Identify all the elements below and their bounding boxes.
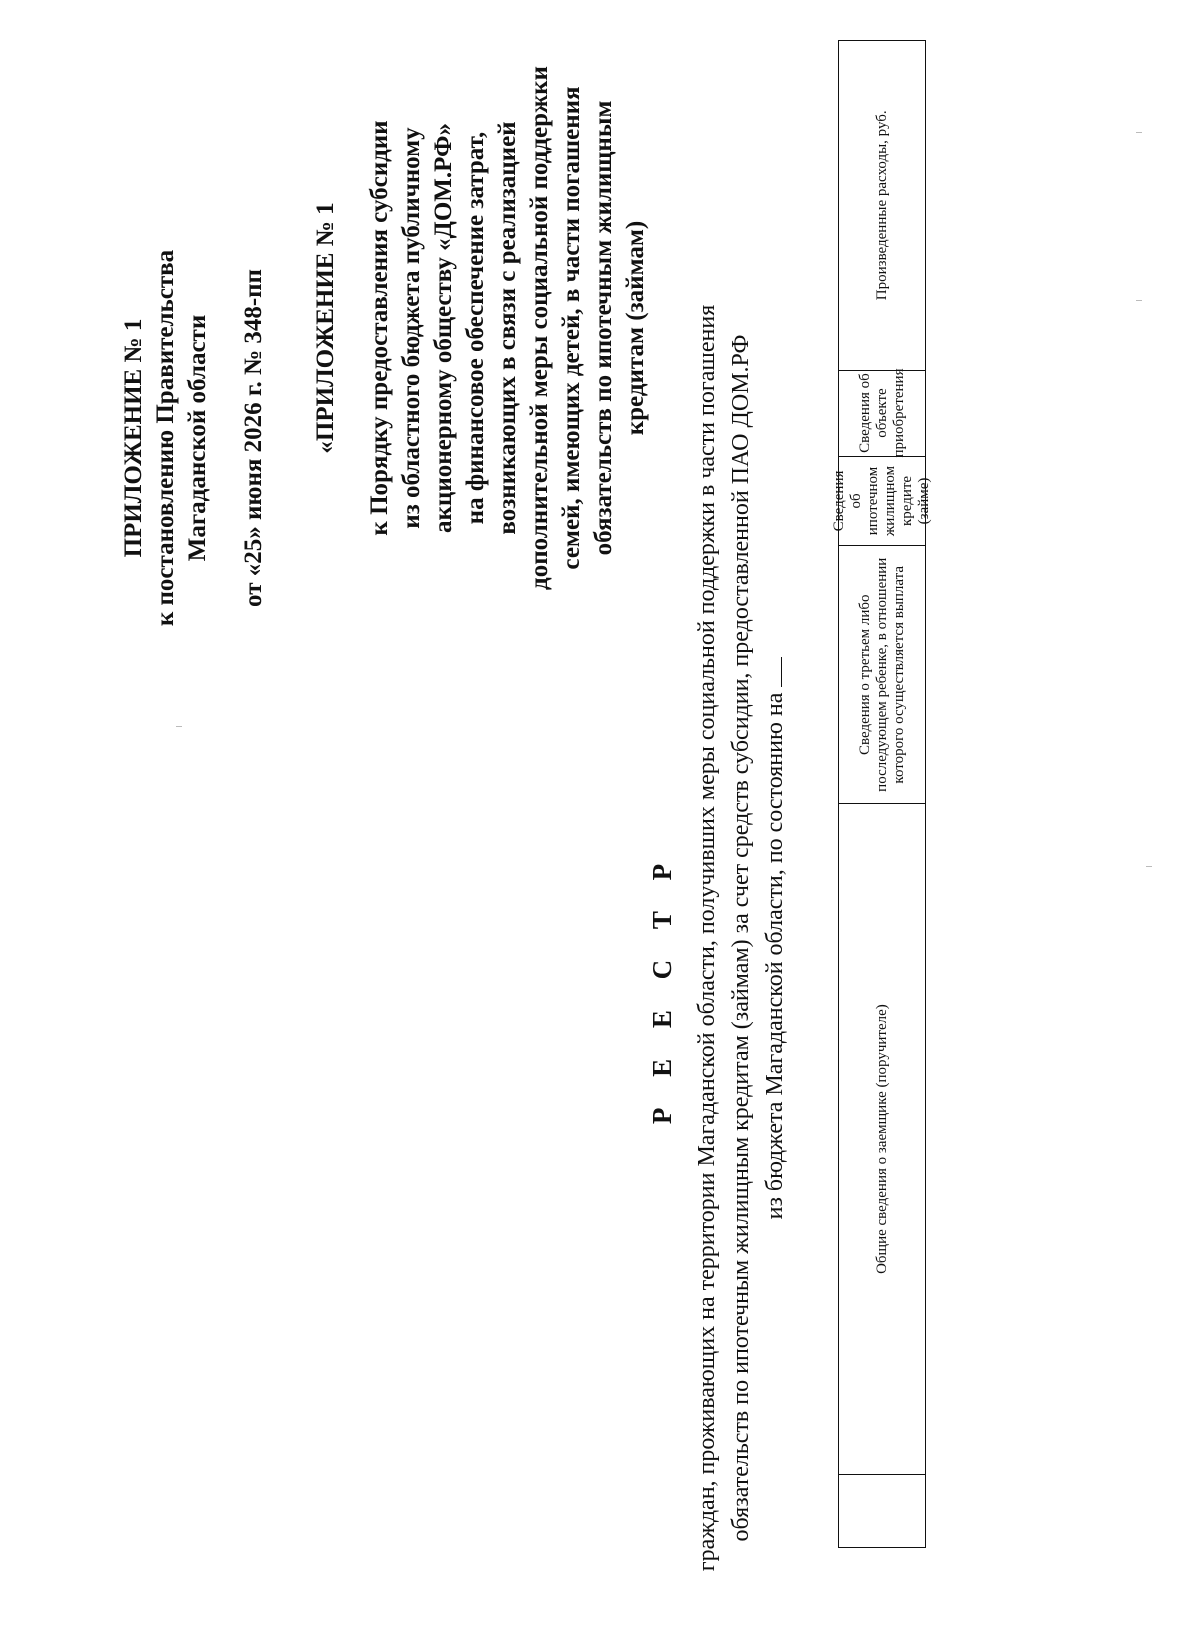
header-title: ПРИЛОЖЕНИЕ № 1 bbox=[120, 318, 147, 558]
header-line: Магаданской области bbox=[184, 314, 211, 562]
date-blank bbox=[759, 657, 782, 687]
registry-title: Р Е Е С Т Р bbox=[647, 851, 677, 1125]
appendix-line: из областного бюджета публичному bbox=[398, 127, 425, 529]
description-line: граждан, проживающих на территории Магаданской области, получивших меры социальной поддержки в части погашения bbox=[694, 304, 720, 1572]
header-date: от «25» июня 2026 г. № 348-пп bbox=[240, 269, 267, 607]
column-header-number bbox=[839, 1475, 925, 1547]
appendix-line: на финансовое обеспечение затрат, bbox=[462, 131, 489, 525]
appendix-line: акционерному обществу «ДОМ.РФ» bbox=[430, 123, 457, 533]
scan-mark bbox=[1146, 866, 1152, 867]
appendix-header bbox=[310, 18, 652, 638]
appendix-line: семей, имеющих детей, в части погашения bbox=[558, 86, 585, 570]
description-text: из бюджета Магаданской области, по состоянию на bbox=[762, 692, 788, 1220]
appendix-line: возникающих в связи с реализацией bbox=[494, 121, 521, 535]
resolution-header bbox=[118, 128, 270, 748]
column-header-loan: Сведения об ипотечном жилищном кредите (займе) bbox=[839, 457, 925, 547]
scan-mark bbox=[1136, 132, 1142, 133]
description-line: обязательств по ипотечным жилищным кредитам (займам) за счет средств субсидии, предоставленной ПАО ДОМ.РФ bbox=[728, 334, 754, 1542]
column-header-expenses: Произведенные расходы, руб. bbox=[839, 41, 925, 371]
column-header-borrower: Общие сведения о заемщике (поручителе) bbox=[839, 804, 925, 1475]
header-line: к постановлению Правительства bbox=[152, 249, 179, 627]
scan-mark bbox=[1136, 300, 1142, 301]
column-header-property: Сведения об объекте приобретения bbox=[839, 371, 925, 457]
column-header-child: Сведения о третьем либо последующем ребенке, в отношении которого осуществляется выплата bbox=[839, 546, 925, 804]
appendix-line: дополнительной меры социальной поддержки bbox=[526, 66, 553, 590]
scan-mark bbox=[176, 726, 182, 727]
registry-table bbox=[831, 40, 932, 1548]
registry-description bbox=[690, 288, 792, 1588]
description-line bbox=[758, 288, 792, 1588]
appendix-line: к Порядку предоставления субсидии bbox=[366, 120, 393, 536]
appendix-title: «ПРИЛОЖЕНИЕ № 1 bbox=[312, 202, 339, 454]
appendix-line: кредитам (займам) bbox=[622, 220, 649, 436]
appendix-line: обязательств по ипотечным жилищным bbox=[590, 100, 617, 556]
